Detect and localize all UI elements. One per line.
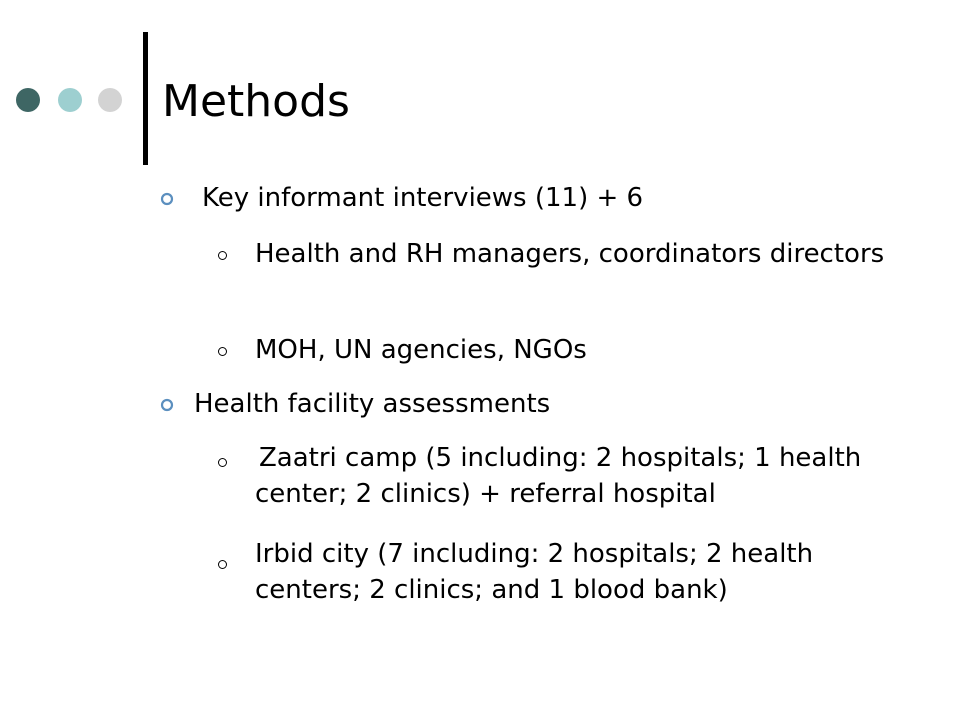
sub-bullet-circle-icon xyxy=(218,560,227,569)
sub-bullet-text: Irbid city (7 including: 2 hospitals; 2 health centers; 2 clinics; and 1 blood bank) xyxy=(255,539,814,605)
bullet-circle-icon xyxy=(160,192,174,206)
sub-bullet-text: Health and RH managers, coordinators directors xyxy=(255,239,885,269)
bullet-text: Health facility assessments xyxy=(194,389,551,419)
bullet-circle-icon xyxy=(160,398,174,412)
sub-bullet-text: Zaatri camp (5 including: 2 hospitals; 1 health center; 2 clinics) + referral hospital xyxy=(255,443,862,509)
sub-bullet-text: MOH, UN agencies, NGOs xyxy=(255,335,587,365)
bullet-text: Key informant interviews (11) + 6 xyxy=(202,183,644,213)
slide-title: Methods xyxy=(162,76,350,127)
sub-bullet-circle-icon xyxy=(218,251,227,260)
sub-bullet-circle-icon xyxy=(218,347,227,356)
sub-bullet-circle-icon xyxy=(218,458,227,467)
